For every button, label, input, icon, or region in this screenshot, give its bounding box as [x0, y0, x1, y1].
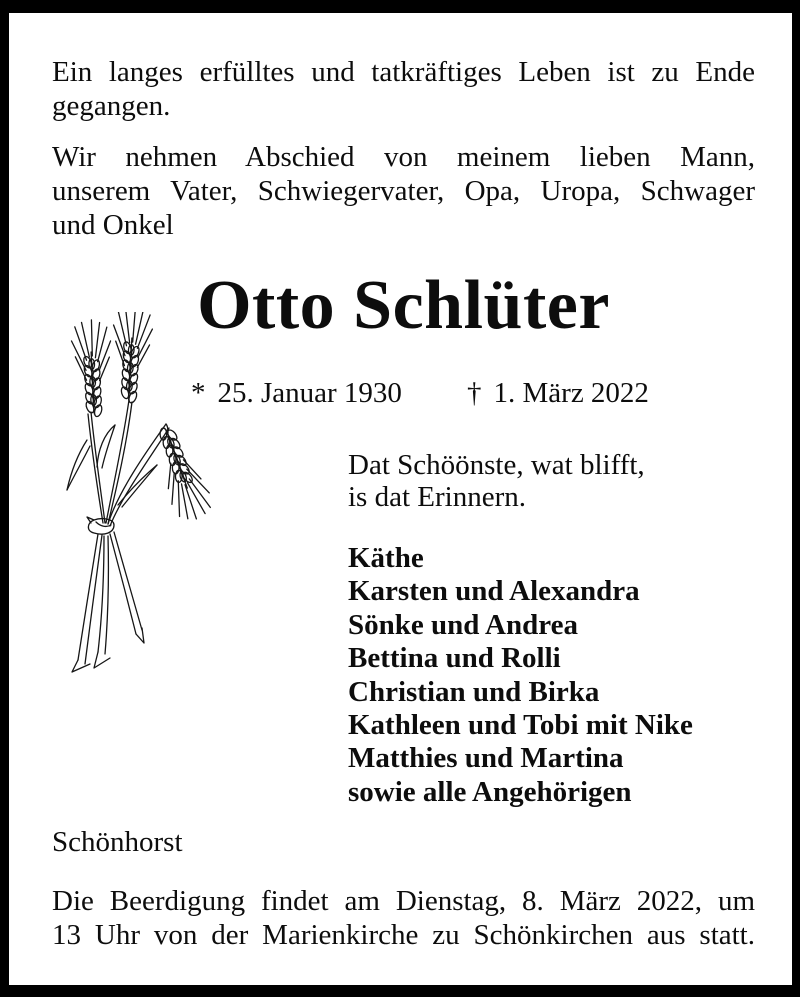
mourner-line: Käthe [348, 542, 424, 574]
death-date-text: 1. März 2022 [493, 377, 649, 409]
opening-line: gegangen. [52, 90, 171, 122]
verse-line: is dat Erinnern. [348, 481, 526, 513]
opening-line: Ein langes erfülltes und tatkräftiges Leben ist zu Ende [52, 56, 755, 88]
mourner-line: Matthies und Martina [348, 742, 624, 775]
obituary-card [9, 13, 792, 985]
mourner-line: Sönke und Andrea [348, 608, 578, 641]
mourner-line: sowie alle Angehörigen [348, 775, 632, 808]
place-name: Schönhorst [52, 826, 183, 858]
funeral-info [52, 884, 755, 952]
deceased-name: Otto Schlüter [197, 267, 610, 344]
birth-symbol: * [191, 377, 206, 409]
death-symbol: † [467, 377, 482, 409]
death-date [467, 376, 649, 410]
farewell-line: Wir nehmen Abschied von meinem lieben Mann, [52, 141, 755, 173]
verse [348, 449, 645, 513]
funeral-line: 13 Uhr von der Marienkirche zu Schönkirchen aus statt. [52, 919, 755, 951]
verse-line: Dat Schöönste, wat blifft, [348, 449, 645, 481]
birth-date [191, 376, 402, 410]
birth-date-text: 25. Januar 1930 [217, 377, 402, 409]
farewell-line: unserem Vater, Schwiegervater, Opa, Uropa, Schwager [52, 175, 755, 207]
mourners-list [348, 542, 693, 809]
mourner-line: Karsten und Alexandra [348, 575, 640, 608]
funeral-line: Die Beerdigung findet am Dienstag, 8. März 2022, um [52, 885, 755, 917]
mourner-line: Kathleen und Tobi mit Nike [348, 709, 693, 742]
farewell-line: und Onkel [52, 209, 174, 241]
mourner-line: Christian und Birka [348, 675, 600, 708]
opening-paragraph [52, 55, 755, 123]
wheat-bundle-icon [42, 312, 212, 692]
mourner-line: Bettina und Rolli [348, 642, 561, 675]
farewell-paragraph [52, 140, 755, 242]
